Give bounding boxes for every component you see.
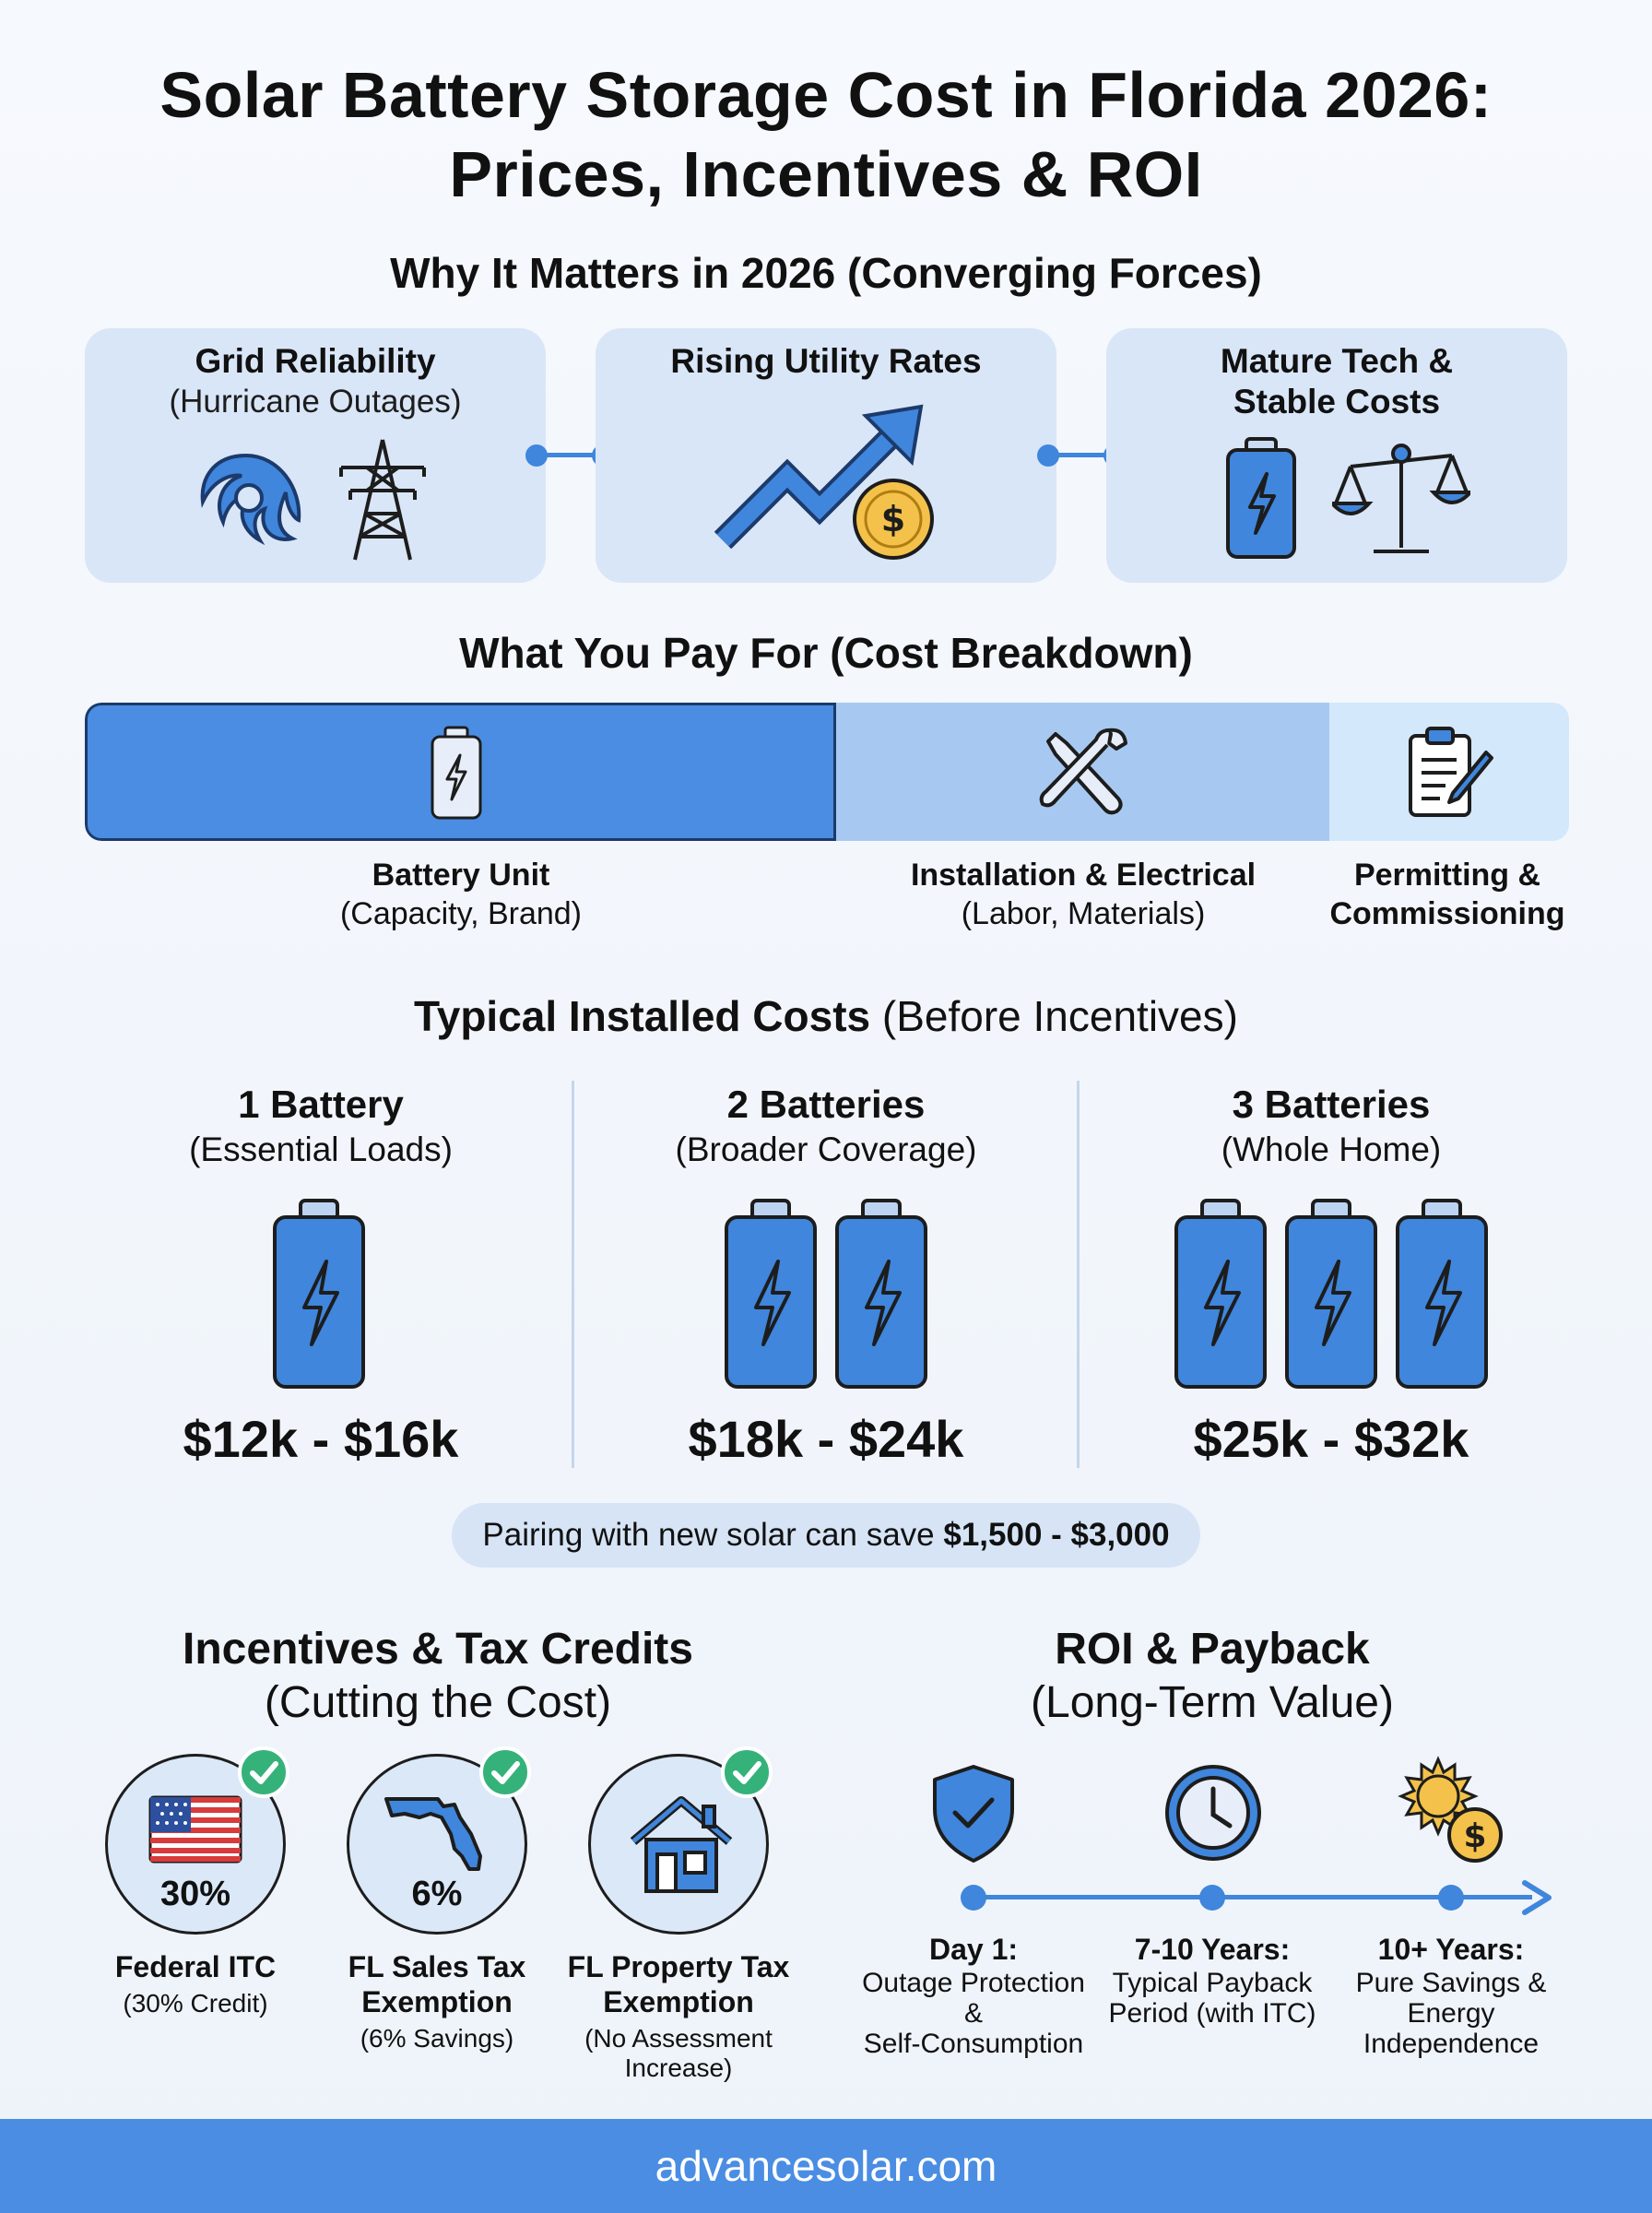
tier-sub: (Broader Coverage) [675,1130,977,1168]
incentive-sub-line1: (No Assessment [584,2024,773,2053]
page-title-line2: Prices, Incentives & ROI [449,138,1203,210]
incentives-heading-line2: (Cutting the Cost) [264,1678,612,1727]
segment-sub: (Capacity, Brand) [339,896,583,931]
incentive-name-line1: FL Sales Tax [348,1950,526,1983]
segment-name-line1: Permitting & [1353,858,1541,893]
svg-text:$: $ [1463,1817,1487,1855]
force-card-rates [596,328,1056,583]
tools-icon [1035,723,1131,819]
roi-stage-head: 10+ Years: [1377,1933,1525,1966]
breakdown-label-battery [277,856,645,933]
timeline-dot [1199,1885,1225,1911]
svg-text:$: $ [880,499,906,539]
tier-price: $12k - $16k [183,1410,459,1468]
incentive-sub: (30% Credit) [123,1989,268,2018]
shield-check-icon [929,1763,1018,1864]
incentive-pct: 30% [159,1875,231,1913]
tier-batteries-graphic [0,1199,1652,1392]
tier-sub: (Essential Loads) [189,1130,453,1168]
force-card-grid [85,328,546,583]
incentive-pct: 6% [411,1875,463,1913]
segment-name-line2: Commissioning [1329,896,1565,931]
segment-name: Battery Unit [372,858,550,893]
roi-heading [894,1623,1530,1730]
battery-icon [837,1201,926,1387]
roi-heading-line2: (Long-Term Value) [1031,1678,1394,1727]
sun-coin-icon [1398,1756,1508,1866]
segment-battery-unit [85,703,836,841]
roi-stage-sub-line2: & [963,1998,983,2029]
breakdown-label-installation [867,856,1300,933]
dollar-coin-icon [850,476,937,562]
battery-icon [1287,1201,1375,1387]
tier-name: 2 Batteries [726,1083,926,1126]
incentive-name: Federal ITC [114,1950,277,1983]
force-card-title: Grid Reliability [195,342,436,380]
roi-stage-sub-line3: Independence [1363,2029,1540,2059]
cost-breakdown-bar [85,703,1569,841]
force-card-title-line2: Stable Costs [1233,383,1441,420]
pill-amount: $1,500 - $3,000 [943,1517,1170,1553]
roi-stage-sub-line1: Typical Payback [1112,1968,1313,1998]
battery-icon [1398,1201,1486,1387]
clock-icon [1162,1761,1265,1864]
page-title-line1: Solar Battery Storage Cost in Florida 2026: [159,59,1493,131]
roi-stage-sub-line2: Period (with ITC) [1108,1998,1316,2029]
clipboard-icon [1405,725,1493,821]
battery-icon [726,1201,815,1387]
breakdown-heading: What You Pay For (Cost Breakdown) [459,629,1193,677]
force-card-title-line1: Mature Tech & [1220,342,1454,380]
battery-icon [1176,1201,1265,1387]
costs-heading [0,990,1652,1042]
segment-name: Installation & Electrical [910,858,1257,893]
tier-two-batteries [573,1081,1079,1171]
check-icon [238,1746,289,1798]
incentive-name-line2: Exemption [603,1985,754,2018]
timeline-dot [1438,1885,1464,1911]
roi-stage-head: 7-10 Years: [1134,1933,1291,1966]
incentive-name-line1: FL Property Tax [567,1950,790,1983]
costs-heading-rest: (Before Incentives) [870,992,1238,1040]
roi-stage-sub-line3: Self-Consumption [863,2029,1084,2059]
battery-icon [275,1201,363,1387]
forces-heading: Why It Matters in 2026 (Converging Forces) [390,249,1262,297]
tier-price: $18k - $24k [688,1410,964,1468]
roi-stage-sub-line1: Outage Protection [862,1968,1085,1998]
force-card-title: Rising Utility Rates [670,342,982,380]
house-icon [624,1793,738,1895]
battery-icon [1224,437,1298,561]
force-card-tech [1106,328,1567,583]
us-flag-icon [148,1795,242,1864]
tier-name: 1 Battery [238,1083,404,1126]
footer-site-link[interactable]: advancesolar.com [0,2119,1652,2213]
roi-stage-head: Day 1: [928,1933,1019,1966]
roi-stage-sub-line2: Energy [1407,1998,1495,2029]
tier-one-battery [68,1081,573,1171]
roi-heading-line1: ROI & Payback [1055,1625,1370,1674]
page-title [0,55,1652,214]
segment-sub: (Labor, Materials) [961,896,1206,931]
balance-scale-icon [1332,439,1470,559]
segment-installation [836,703,1329,841]
timeline-dot [961,1885,986,1911]
incentive-name-line2: Exemption [361,1985,513,2018]
breakdown-label-permitting [1291,856,1604,933]
solar-pairing-note [452,1503,1200,1568]
incentive-sub-line2: Increase) [624,2053,733,2082]
check-icon [721,1746,773,1798]
pill-text: Pairing with new solar can save [482,1517,944,1553]
power-tower-icon [332,435,433,564]
battery-icon [429,726,484,822]
florida-map-icon [383,1790,493,1873]
incentives-heading [120,1623,756,1730]
tier-sub: (Whole Home) [1221,1130,1442,1168]
incentives-heading-line1: Incentives & Tax Credits [183,1625,693,1674]
roi-stage-sub-line1: Pure Savings & [1355,1968,1547,1998]
check-icon [479,1746,531,1798]
costs-heading-bold: Typical Installed Costs [414,992,871,1040]
hurricane-icon [186,437,306,557]
incentive-sub: (6% Savings) [360,2024,514,2053]
tier-three-batteries [1079,1081,1584,1171]
tier-price: $25k - $32k [1193,1410,1469,1468]
timeline-arrow-icon [1521,1879,1554,1916]
segment-permitting [1329,703,1569,841]
tier-name: 3 Batteries [1232,1083,1431,1126]
force-card-sub: (Hurricane Outages) [169,384,462,420]
